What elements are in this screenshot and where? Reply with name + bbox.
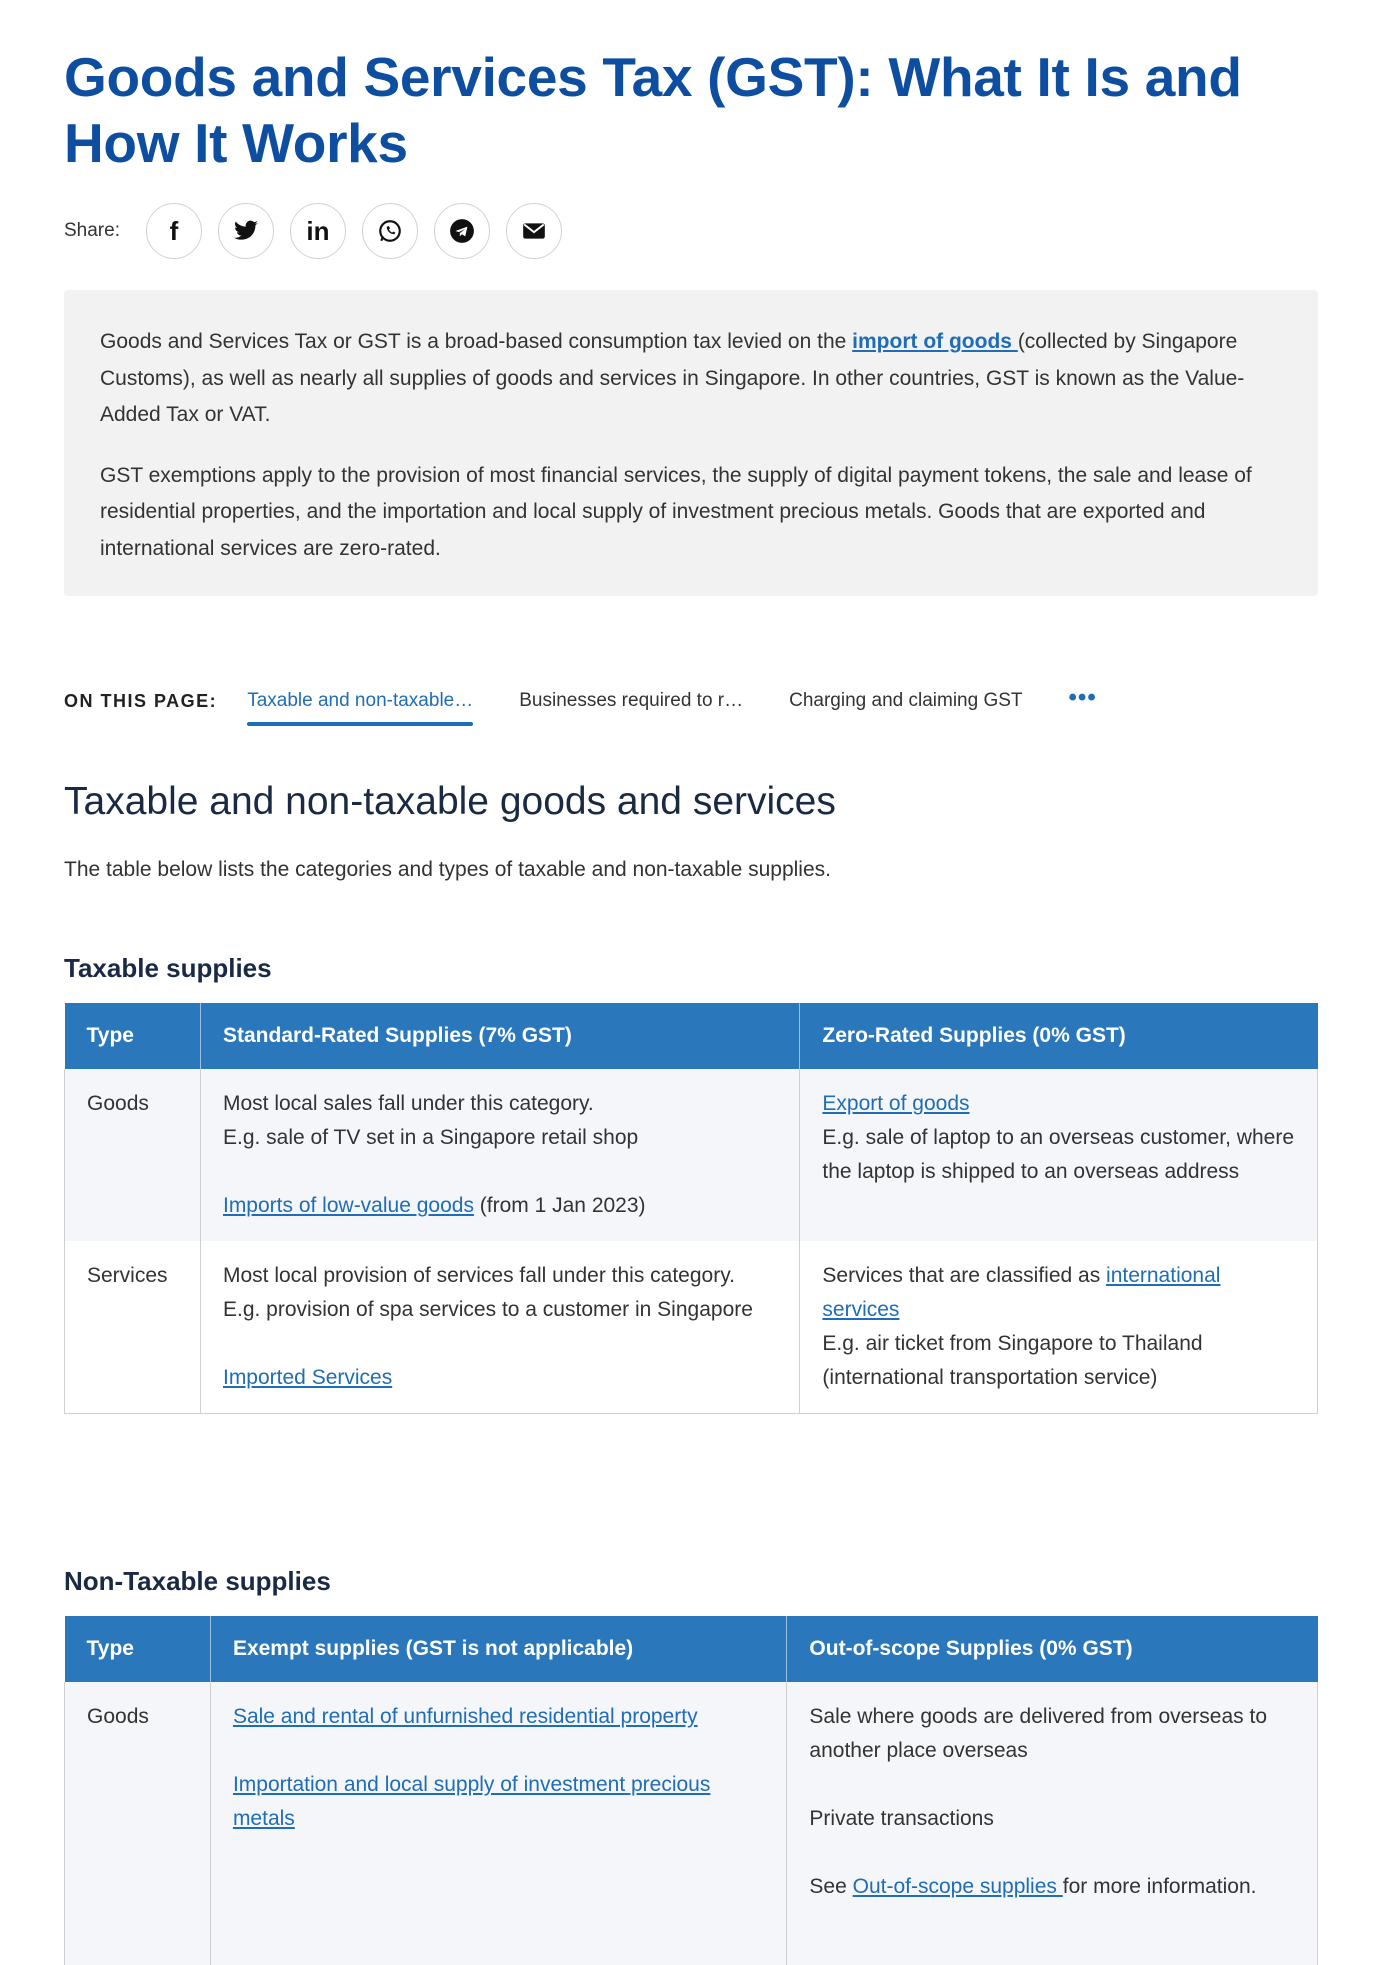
imports-low-value-goods-link[interactable]: Imports of low-value goods <box>222 1194 474 1217</box>
import-of-goods-link[interactable]: import of goods <box>852 330 1018 353</box>
imported-services-link[interactable]: Imported Services <box>222 1366 393 1389</box>
table-row <box>65 1069 1318 1241</box>
out-of-scope-cell <box>787 1682 1318 1965</box>
tab-taxable[interactable]: Taxable and non-taxable… <box>247 676 473 726</box>
type-cell: Goods <box>65 1682 211 1965</box>
telegram-icon-svg <box>449 218 475 244</box>
column-header: Exempt supplies (GST is not applicable) <box>210 1616 786 1682</box>
taxable-heading: Taxable supplies <box>64 953 272 983</box>
sale-rental-residential-link[interactable]: Sale and rental of unfurnished residential property <box>232 1705 698 1728</box>
cell-text: Private transactions <box>809 1807 994 1830</box>
twitter-icon[interactable] <box>218 203 274 259</box>
cell-line <box>822 1259 1295 1327</box>
section-lead: The table below lists the categories and types of taxable and non-taxable supplies. <box>64 858 831 881</box>
tab-charging[interactable]: Charging and claiming GST <box>789 690 1023 711</box>
page-title: Goods and Services Tax (GST): What It Is and How It Works <box>64 46 1242 174</box>
type-cell: Goods <box>65 1069 201 1241</box>
share-bar <box>64 203 578 259</box>
facebook-icon[interactable] <box>146 203 202 259</box>
facebook-glyph: f <box>169 215 179 246</box>
column-header: Out-of-scope Supplies (0% GST) <box>787 1616 1318 1682</box>
section-heading: Taxable and non-taxable goods and services <box>64 780 836 823</box>
table-row <box>65 1682 1318 1965</box>
table-header-row <box>65 1616 1318 1682</box>
whatsapp-icon-svg <box>377 218 403 244</box>
telegram-icon[interactable] <box>434 203 490 259</box>
column-header: Standard-Rated Supplies (7% GST) <box>200 1003 799 1069</box>
cell-text: (from 1 Jan 2023) <box>473 1194 646 1217</box>
table-row <box>65 1241 1318 1414</box>
column-header: Type <box>65 1616 211 1682</box>
linkedin-glyph: in <box>306 215 330 246</box>
cell-text: for more information. <box>1062 1875 1257 1898</box>
cell-text: E.g. air ticket from Singapore to Thailand (international transportation service) <box>822 1332 1203 1389</box>
type-cell: Services <box>65 1241 201 1414</box>
zero-rated-cell <box>800 1241 1318 1414</box>
cell-text: Most local sales fall under this category. <box>222 1092 594 1115</box>
email-icon[interactable] <box>506 203 562 259</box>
out-of-scope-supplies-link[interactable]: Out-of-scope supplies <box>852 1875 1063 1898</box>
more-icon[interactable]: ••• <box>1068 684 1097 711</box>
column-header: Type <box>65 1003 201 1069</box>
international-services-link[interactable]: international services <box>822 1264 1221 1321</box>
exempt-cell <box>210 1682 786 1965</box>
table-header-row <box>65 1003 1318 1069</box>
intro-box <box>64 290 1318 596</box>
twitter-icon-svg <box>233 218 259 244</box>
on-this-page-nav <box>64 676 1097 726</box>
taxable-table <box>64 1003 1318 1414</box>
cell-line <box>809 1870 1295 1904</box>
cell-text: Most local provision of services fall under this category. <box>222 1264 735 1287</box>
intro-text: Goods and Services Tax or GST is a broad-based consumption tax levied on the <box>100 330 853 353</box>
standard-cell <box>200 1241 799 1414</box>
whatsapp-icon[interactable] <box>362 203 418 259</box>
cell-text: See <box>809 1875 853 1898</box>
intro-paragraph-2: GST exemptions apply to the provision of most financial services, the supply of digital payment tokens, the sale and lease of residential properties, and the importation and local supply of investment precious metals. Goods that are exported and international services are zero-rated. <box>100 463 1252 560</box>
email-icon-svg <box>521 218 547 244</box>
column-header: Zero-Rated Supplies (0% GST) <box>800 1003 1318 1069</box>
linkedin-icon[interactable] <box>290 203 346 259</box>
cell-line <box>223 1189 777 1223</box>
non-taxable-table <box>64 1616 1318 1965</box>
cell-text: E.g. provision of spa services to a customer in Singapore <box>222 1298 753 1321</box>
on-this-page-label: ON THIS PAGE: <box>64 690 218 711</box>
cell-text: Services that are classified as <box>822 1264 1107 1287</box>
export-of-goods-link[interactable]: Export of goods <box>822 1092 970 1115</box>
zero-rated-cell <box>800 1069 1318 1241</box>
intro-paragraph-1 <box>100 324 1282 434</box>
intro-text: (collected by Singapore Customs), as well as nearly all supplies of goods and services in Singapore. In other countries, GST is known as the Value-Added Tax or VAT. <box>100 330 1245 426</box>
investment-precious-metals-link[interactable]: Importation and local supply of investment precious metals <box>232 1773 711 1830</box>
non-taxable-heading: Non-Taxable supplies <box>64 1566 331 1596</box>
standard-cell <box>200 1069 799 1241</box>
cell-text: Sale where goods are delivered from overseas to another place overseas <box>809 1705 1268 1762</box>
share-label: Share: <box>64 220 120 241</box>
tab-businesses[interactable]: Businesses required to r… <box>519 690 744 711</box>
cell-text: E.g. sale of TV set in a Singapore retail shop <box>222 1126 639 1149</box>
cell-text: E.g. sale of laptop to an overseas customer, where the laptop is shipped to an overseas address <box>822 1126 1295 1183</box>
